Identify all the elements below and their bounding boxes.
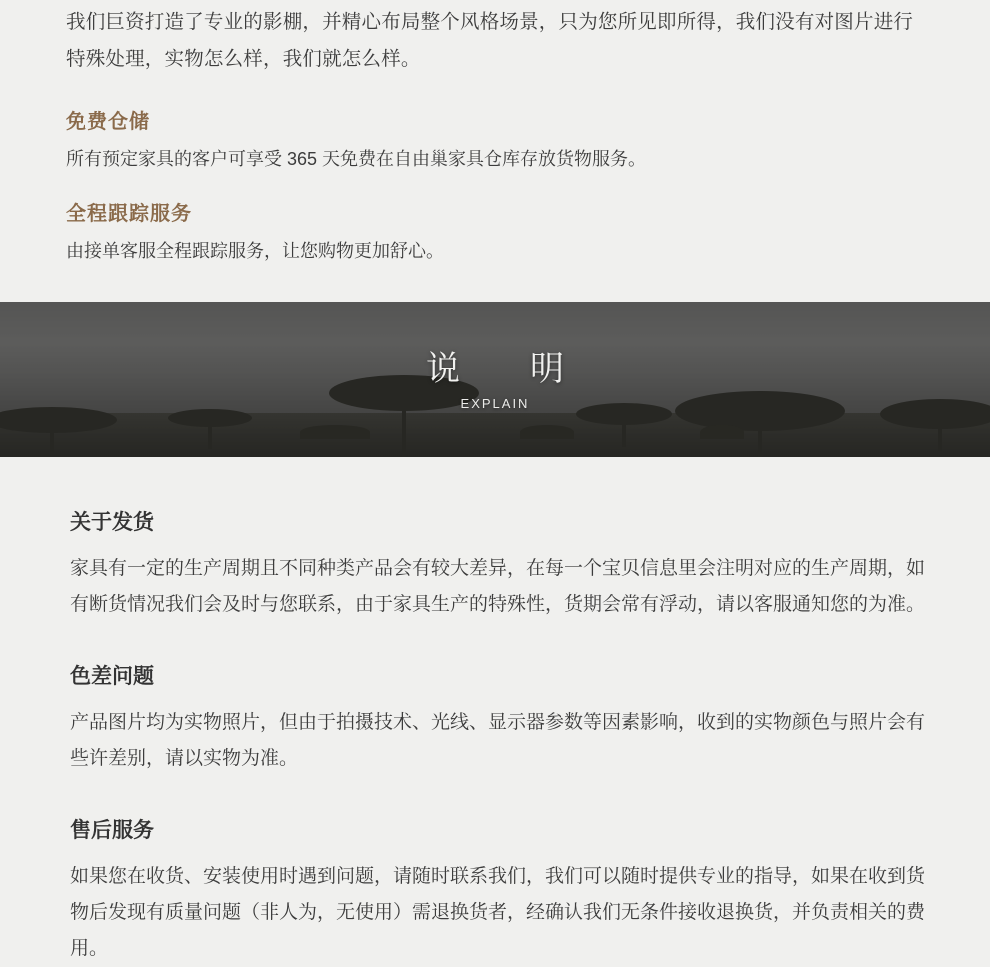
section-title-color-difference: 色差问题 [70,665,154,688]
section-body-color-difference: 产品图片均为实物照片，但由于拍摄技术、光线、显示器参数等因素影响，收到的实物颜色与照片会有些许差别，请以实物为准。 [70,712,926,769]
banner-title: 说 明 [426,350,582,388]
banner-title-wrap [0,348,990,411]
services-block [0,0,990,266]
service-text-full-tracking: 由接单客服全程跟踪服务，让您购物更加舒心。 [66,241,444,261]
explain-section [0,457,990,967]
section-body-after-sales: 如果您在收货、安装使用时遇到问题，请随时联系我们，我们可以随时提供专业的指导，如果在收到货物后发现有质量问题（非人为，无使用）需退换货者，经确认我们无条件接收退换货，并负责相关的费用。 [70,866,926,959]
section-title-after-sales: 售后服务 [70,819,154,842]
section-title-shipping: 关于发货 [70,511,154,534]
studio-intro-paragraph: 我们巨资打造了专业的影棚，并精心布局整个风格场景，只为您所见即所得，我们没有对图片进行特殊处理，实物怎么样，我们就怎么样。 [66,11,914,70]
section-body-shipping: 家具有一定的生产周期且不同种类产品会有较大差异，在每一个宝贝信息里会注明对应的生产周期，如有断货情况我们会及时与您联系，由于家具生产的特殊性，货期会常有浮动，请以客服通知您的为准。 [70,558,926,615]
banner-subtitle: EXPLAIN [460,396,530,411]
service-heading-full-tracking: 全程跟踪服务 [66,203,192,225]
service-heading-free-storage: 免费仓储 [66,111,150,133]
service-text-free-storage: 所有预定家具的客户可享受 365 天免费在自由巢家具仓库存放货物服务。 [66,149,647,169]
explain-banner [0,302,990,457]
